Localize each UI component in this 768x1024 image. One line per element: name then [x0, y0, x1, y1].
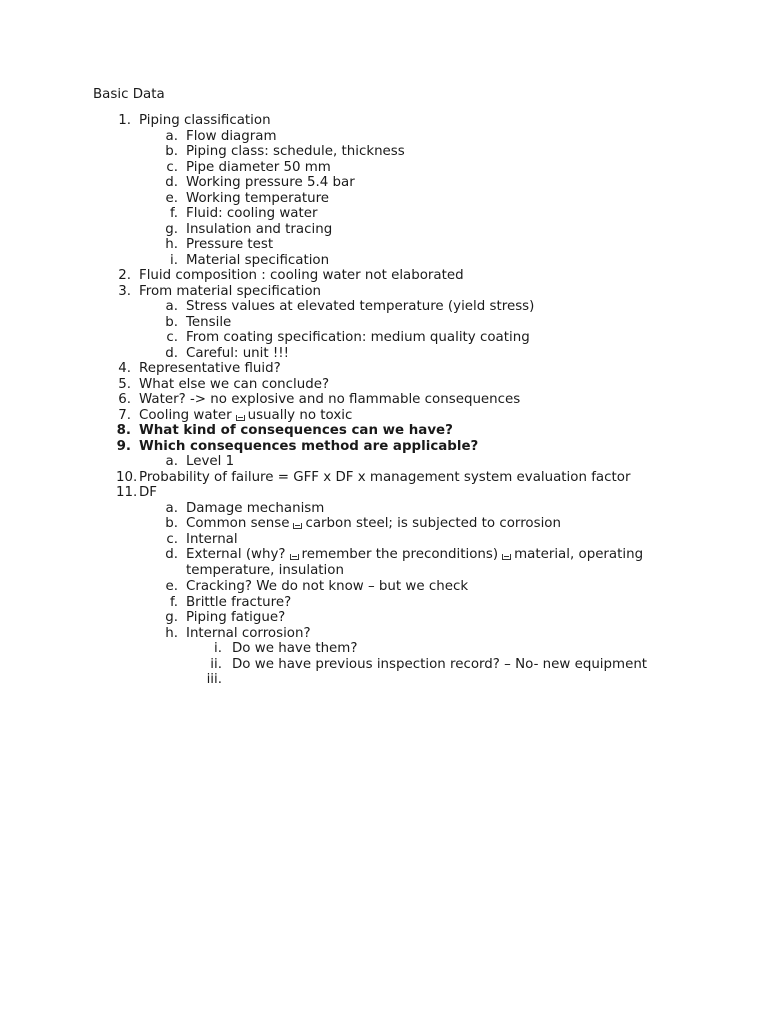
list-marker: d. — [165, 547, 178, 562]
list-item-text: Level 1 — [186, 454, 235, 469]
list-marker: c. — [166, 531, 178, 547]
list-item-level-2 — [0, 129, 768, 145]
list-marker: h. — [165, 237, 178, 252]
list-item-text: Representative fluid? — [139, 361, 281, 376]
list-item-text: Piping fatigue? — [186, 610, 286, 625]
text-segment: carbon steel; is subjected to corrosion — [305, 516, 561, 531]
list-marker: b. — [165, 144, 178, 159]
list-item-text: Careful: unit !!! — [186, 345, 289, 361]
list-item-text: What else we can conclude? — [139, 376, 330, 392]
list-item-level-2 — [0, 299, 768, 315]
list-marker: 2. — [118, 268, 131, 283]
list-marker: b. — [165, 516, 178, 531]
text-segment: usually no toxic — [247, 407, 353, 423]
list-marker: 1. — [118, 113, 131, 128]
list-marker: ii. — [210, 656, 222, 672]
list-item-text: From coating specification: medium quality coating — [186, 330, 530, 345]
text-segment: Cooling water — [139, 407, 232, 423]
list-item-text — [186, 516, 561, 532]
list-marker: a. — [165, 128, 178, 144]
list-item-level-2 — [0, 191, 768, 207]
implies-symbol-icon — [293, 523, 302, 529]
list-item-level-2 — [0, 222, 768, 238]
list-item-text: Cracking? We do not know – but we check — [186, 579, 469, 594]
list-item-level-1 — [0, 284, 768, 300]
list-item-text — [139, 408, 352, 424]
list-marker: f. — [170, 594, 178, 610]
text-segment: material, operating temperature, insulation — [186, 547, 644, 578]
list-marker: 9. — [116, 438, 131, 454]
list-item-text: Do we have them? — [232, 641, 358, 656]
list-item-text: Insulation and tracing — [186, 221, 333, 237]
list-item-level-1 — [0, 439, 768, 455]
list-item-level-2 — [0, 454, 768, 470]
list-item-text: What kind of consequences can we have? — [139, 423, 453, 438]
list-item-text: Piping classification — [139, 113, 271, 128]
list-item-level-2 — [0, 330, 768, 346]
list-item-level-2 — [0, 253, 768, 269]
list-item-level-2 — [0, 160, 768, 176]
text-segment: External (why? — [186, 547, 286, 562]
list-item-level-1 — [0, 113, 768, 129]
list-marker: e. — [165, 579, 178, 594]
list-marker: b. — [165, 314, 178, 330]
list-item-level-2 — [0, 595, 768, 611]
list-item-level-2 — [0, 346, 768, 362]
list-item-level-1 — [0, 392, 768, 408]
list-item-level-2 — [0, 626, 768, 642]
list-item-text: Which consequences method are applicable? — [139, 438, 479, 454]
list-item-text: Brittle fracture? — [186, 594, 292, 610]
list-marker: d. — [165, 175, 178, 190]
list-marker: h. — [165, 625, 178, 641]
implies-symbol-icon — [290, 554, 299, 560]
list-marker: g. — [165, 610, 178, 625]
list-marker: 11. — [116, 485, 138, 500]
list-item-level-1 — [0, 268, 768, 284]
list-marker: 8. — [116, 423, 131, 438]
list-item-level-2 — [0, 547, 768, 579]
list-item-level-1 — [0, 408, 768, 424]
list-item-level-3 — [0, 657, 768, 673]
list-item-level-1 — [0, 485, 768, 501]
list-marker: e. — [165, 190, 178, 206]
list-item-text: Tensile — [186, 314, 232, 330]
list-item-level-1 — [0, 361, 768, 377]
list-item-text — [186, 547, 646, 579]
list-item-level-2 — [0, 532, 768, 548]
list-item-level-2 — [0, 206, 768, 222]
outline-list — [0, 113, 768, 688]
list-item-text: Working pressure 5.4 bar — [186, 175, 355, 190]
implies-symbol-icon — [502, 554, 511, 560]
list-item-level-2 — [0, 237, 768, 253]
list-item-level-2 — [0, 579, 768, 595]
list-item-level-1 — [0, 470, 768, 486]
list-marker: i. — [170, 252, 178, 268]
implies-symbol-icon — [236, 415, 245, 421]
list-item-text: Pressure test — [186, 237, 274, 252]
list-marker: 4. — [118, 361, 131, 376]
list-item-text: Piping class: schedule, thickness — [186, 144, 405, 159]
document-title: Basic Data — [93, 87, 165, 102]
list-marker: d. — [165, 345, 178, 361]
list-item-level-3 — [0, 672, 768, 688]
list-item-text: Water? -> no explosive and no flammable consequences — [139, 392, 521, 407]
list-marker: 3. — [118, 283, 131, 299]
list-item-text: Material specification — [186, 252, 330, 268]
list-item-level-2 — [0, 501, 768, 517]
list-item-text: Flow diagram — [186, 128, 277, 144]
list-item-level-2 — [0, 610, 768, 626]
list-marker: c. — [166, 159, 178, 175]
list-item-text: Damage mechanism — [186, 500, 325, 516]
list-item-text: Stress values at elevated temperature (yield stress) — [186, 299, 535, 314]
list-item-text: DF — [139, 485, 158, 500]
list-marker: c. — [166, 330, 178, 345]
list-item-level-2 — [0, 175, 768, 191]
list-item-level-2 — [0, 315, 768, 331]
list-item-level-1 — [0, 377, 768, 393]
list-item-text: Fluid composition : cooling water not elaborated — [139, 268, 464, 283]
list-marker: i. — [214, 641, 222, 656]
list-item-text: Fluid: cooling water — [186, 206, 318, 221]
list-marker: 6. — [118, 392, 131, 407]
list-marker: 5. — [118, 376, 131, 392]
list-item-text: Internal corrosion? — [186, 625, 311, 641]
list-marker: f. — [170, 206, 178, 221]
text-segment: Common sense — [186, 516, 290, 531]
list-marker: 7. — [118, 407, 131, 423]
list-marker: 10. — [116, 469, 138, 485]
text-segment: remember the preconditions) — [301, 547, 499, 562]
list-marker: iii. — [206, 672, 222, 687]
list-item-text: From material specification — [139, 283, 322, 299]
list-marker: g. — [165, 221, 178, 237]
list-item-text: Pipe diameter 50 mm — [186, 159, 331, 175]
list-item-text: Probability of failure = GFF x DF x management system evaluation factor — [139, 469, 631, 485]
list-item-level-2 — [0, 516, 768, 532]
list-item-text: Working temperature — [186, 190, 330, 206]
list-marker: a. — [165, 500, 178, 516]
list-marker: a. — [165, 454, 178, 469]
list-item-level-2 — [0, 144, 768, 160]
list-item-level-1 — [0, 423, 768, 439]
list-item-text: Do we have previous inspection record? – No- new equipment — [232, 656, 648, 672]
list-marker: a. — [165, 299, 178, 314]
list-item-level-3 — [0, 641, 768, 657]
list-item-text: Internal — [186, 531, 238, 547]
